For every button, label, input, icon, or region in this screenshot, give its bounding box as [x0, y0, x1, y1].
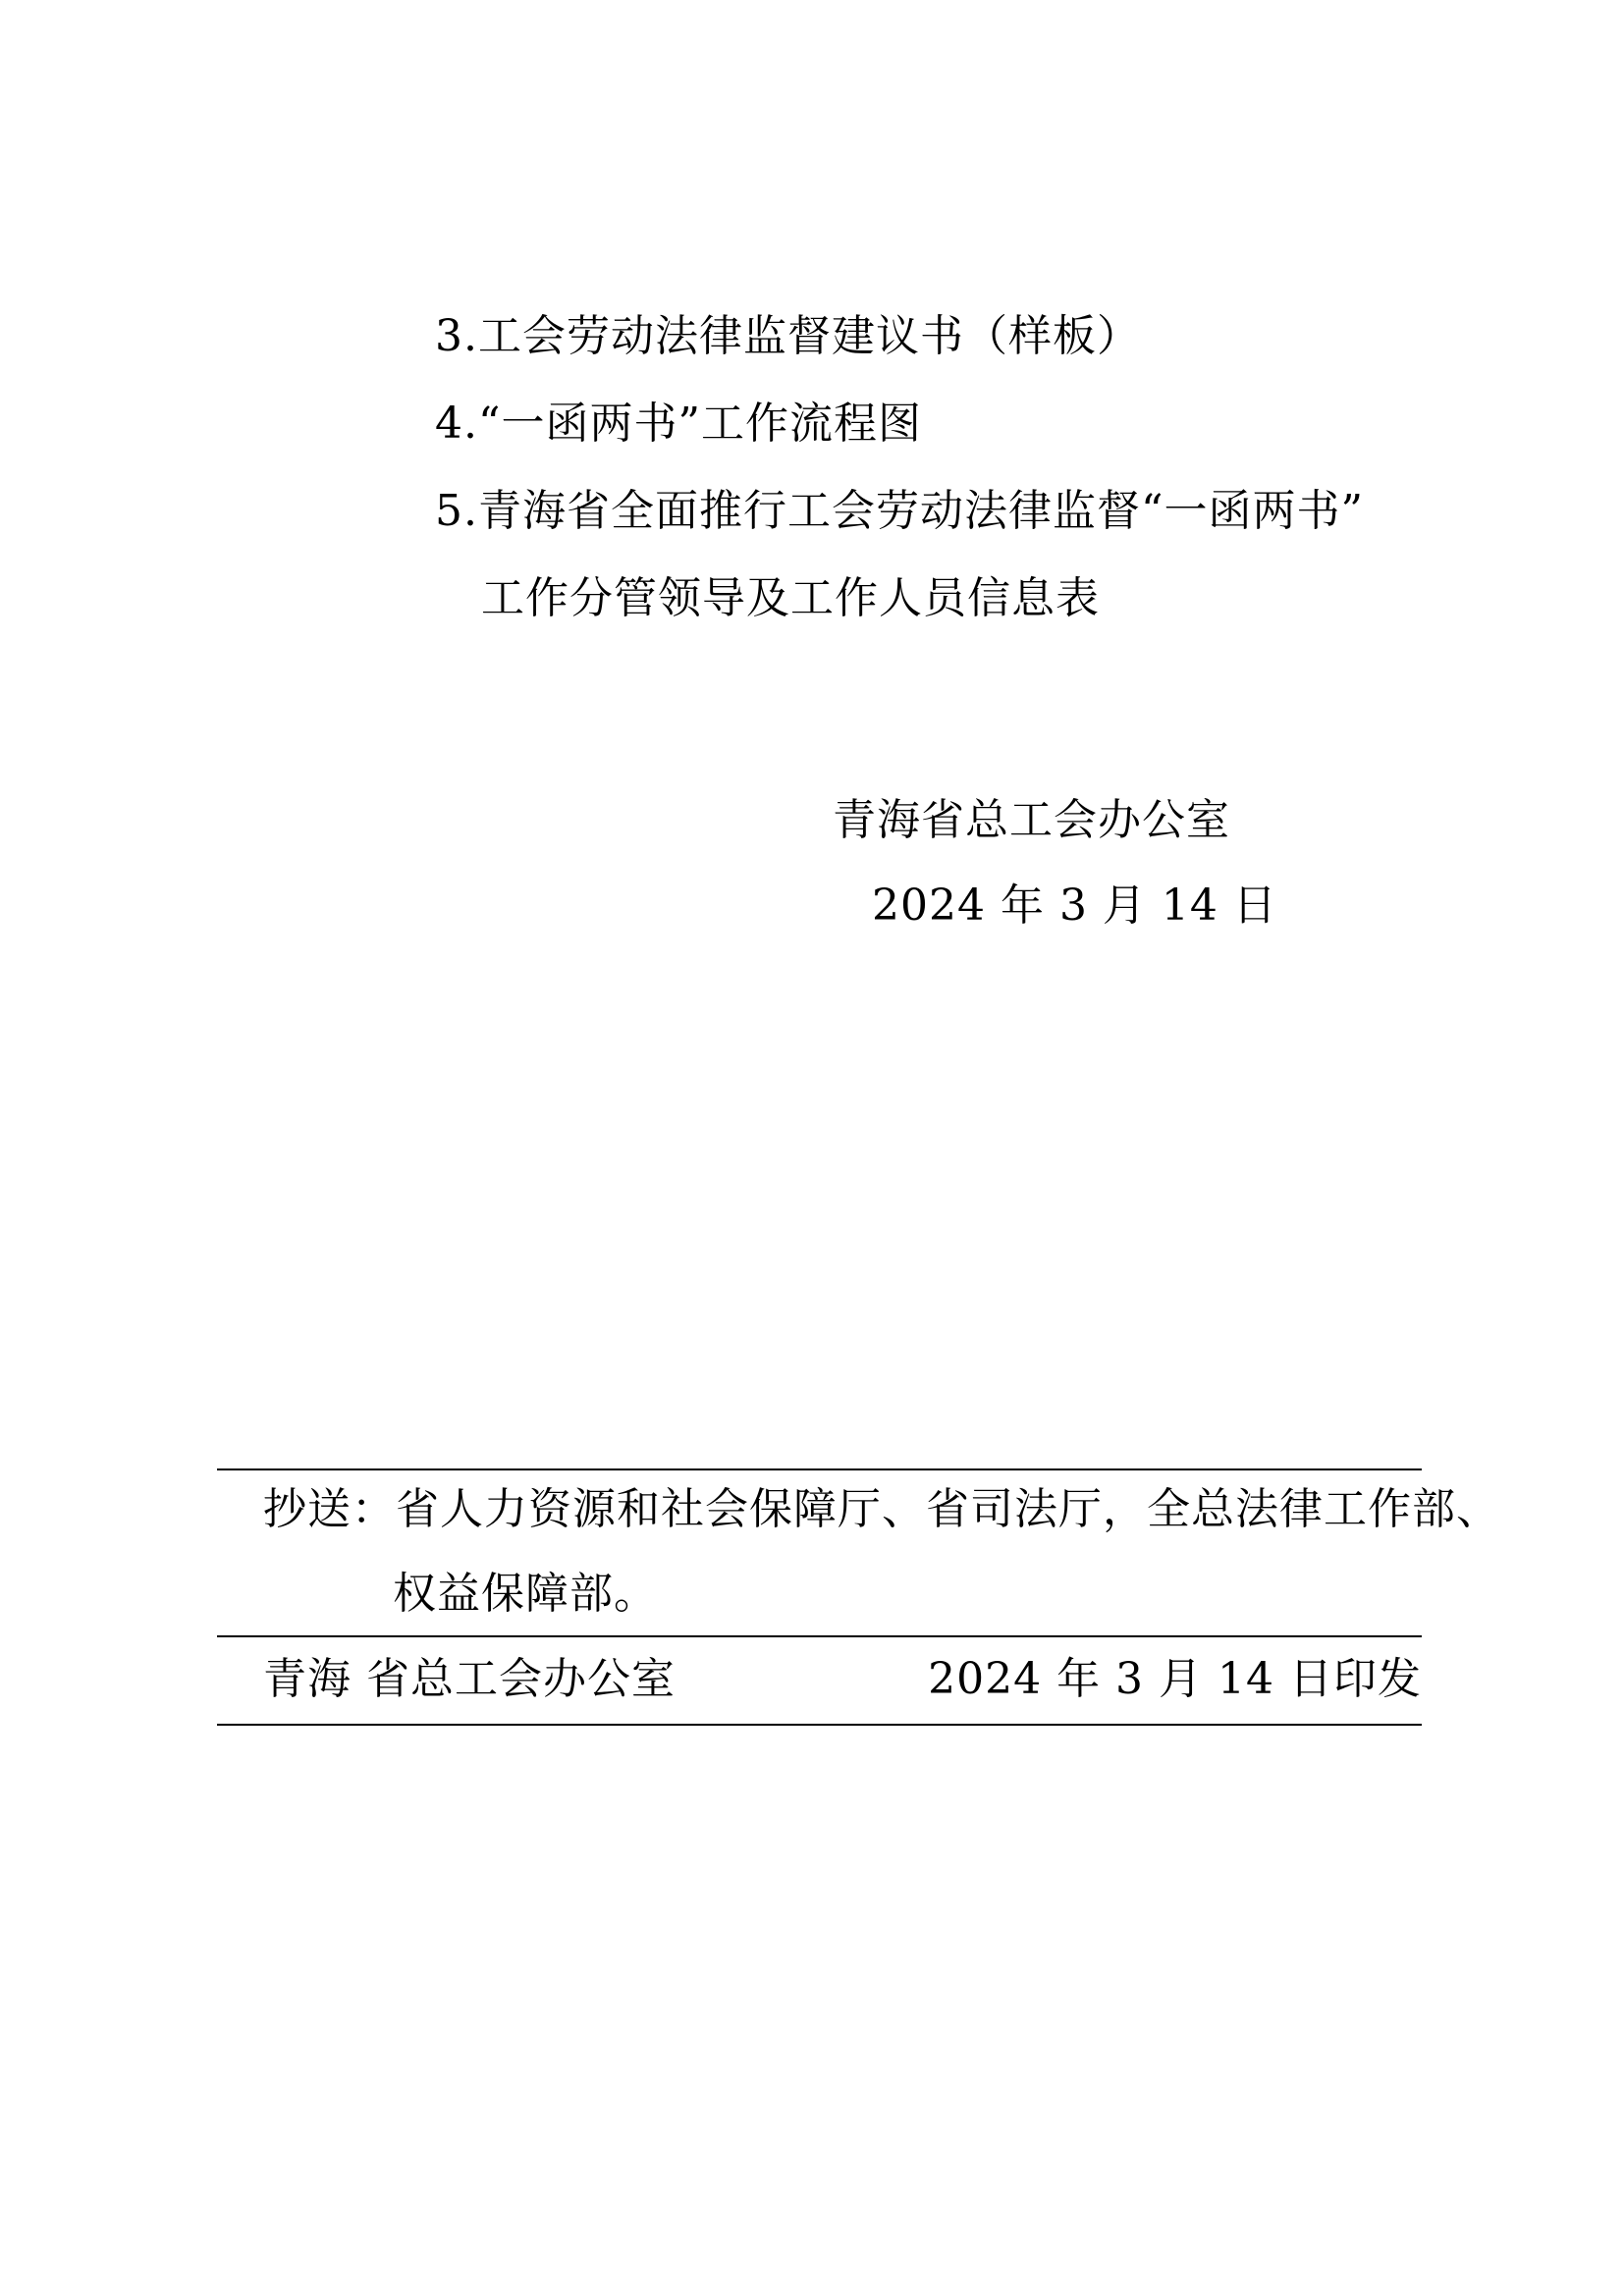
- copy-to-line-1: 抄送：省人力资源和社会保障厅、省司法厅，全总法律工作部、: [263, 1484, 1500, 1534]
- footer-issue-date: 2024 年 3 月 14 日印发: [928, 1654, 1422, 1704]
- signature-date: 2024 年 3 月 14 日: [872, 881, 1277, 931]
- copy-to-line-2: 权益保障部。: [393, 1569, 658, 1619]
- attachment-item-4: 4.“一函两书”工作流程图: [435, 399, 922, 449]
- footer-organization: 青海 省总工会办公室: [263, 1654, 676, 1704]
- divider-middle: [217, 1635, 1422, 1637]
- attachment-item-5-continued: 工作分管领导及工作人员信息表: [481, 573, 1100, 623]
- divider-top: [217, 1468, 1422, 1470]
- signature-organization: 青海省总工会办公室: [833, 795, 1230, 845]
- attachment-item-3: 3.工会劳动法律监督建议书（样板）: [435, 311, 1141, 361]
- divider-bottom: [217, 1724, 1422, 1726]
- attachment-item-5: 5.青海省全面推行工会劳动法律监督“一函两书”: [435, 486, 1364, 536]
